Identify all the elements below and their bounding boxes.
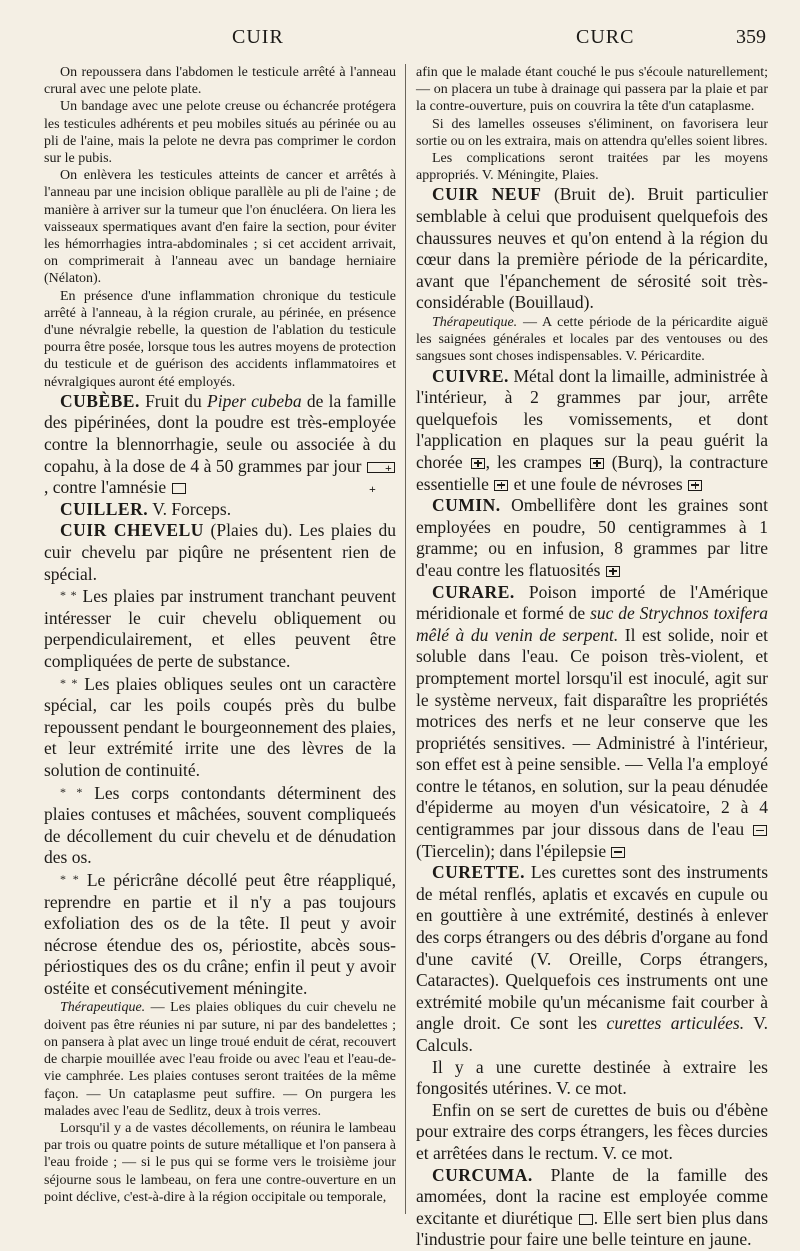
- headword: CUIR CHEVELU: [60, 520, 204, 541]
- headword: CUILLER.: [60, 498, 149, 519]
- paragraph: Enfin on se sert de curettes de buis ou d'ébène pour extraire des corps étrangers, les fèces durcies et arrêtées dans le rectum. V. ce mot.: [416, 1099, 768, 1163]
- empty-box-icon: [579, 1214, 593, 1225]
- running-head-center: CURC: [576, 26, 635, 48]
- entry-cuir-chevelu: CUIR CHEVELU (Plaies du). Les plaies du cuir chevelu par piqûre ne présentent rien de spécial.: [44, 520, 396, 584]
- plus-box-icon: [606, 566, 620, 577]
- headword: CUIVRE.: [432, 365, 509, 386]
- headword: CUMIN.: [432, 495, 501, 516]
- paragraph: On enlèvera les testicules atteints de cancer et arrêtés à l'anneau par une incision oblique parallèle au pli de l'aine ; de manière à arriver sur la tumeur que l'on énucléera. On liera les vaisseaux spermatiques avant d'en faire la section, pour éviter les hémorrhagies intra-abdominales ; si cet accident arrivait, on comprimerait à l'anneau avec un bandage herniaire (Nélaton).: [44, 168, 396, 287]
- headword: CURARE.: [432, 581, 515, 602]
- paragraph: Lorsqu'il y a de vastes décollements, on réunira le lambeau par trois ou quatre points de suture métallique et l'on pansera à l'eau froide ; — si le pus qui se forme vers le troisième jour séjourne sous le lambeau, on fera une contre-ouverture en un point déclive, c'est-à-dire à la région occipitale ou temporale,: [44, 1120, 396, 1205]
- paragraph: On repoussera dans l'abdomen le testicule arrêté à l'anneau crural avec une pelote plate.: [44, 65, 396, 98]
- minus-box-icon: [611, 847, 625, 858]
- entry-curette: CURETTE. Les curettes sont des instruments de métal renflés, aplatis et excavés en cupule ou en gouttière à une extrémité, destinés à enlever des corps étrangers ou des débris d'organe au fond d'une cavité (V. Oreille, Corps étrangers, Cataractes). Quelquefois ces instruments ont une extrémité mobile qu'un mécanisme fait courber à angle droit. Ce sont les curettes articulées. V. Calculs.: [416, 862, 768, 1055]
- paragraph: afin que le malade étant couché le pus s'écoule naturellement; — on placera un tube à drainage qui passera par la plaie et par la contre-ouverture, puis on couvrira la tête d'un cataplasme.: [416, 65, 768, 115]
- paragraph: Thérapeutique. — Les plaies obliques du cuir chevelu ne doivent pas être réunies ni par suture, ni par des bandelettes ; on pansera à plat avec un linge troué enduit de cérat, recouvert de charpie mouillée avec l'eau froide ou avec l'eau et l'eau-de-vie camphrée. Les plaies contuses seront traitées de la même façon. — Un cataplasme peut suffire. — On purgera les malades avec l'eau de Sedlitz, deux à trois verres.: [44, 1000, 397, 1119]
- therapeutique-label: Thérapeutique.: [432, 314, 518, 330]
- paragraph: Si des lamelles osseuses s'éliminent, on favorisera leur sortie ou on les extraira, mais on attendra qu'elles soient libres.: [416, 116, 768, 149]
- entry-cuir-neuf: CUIR NEUF (Bruit de). Bruit particulier semblable à celui que produisent quelquefois des chaussures neuves et qu'on entend à la région du cœur dans la première période de la péricardite, avant que l'épanchement de sérosité soit très-considérable (Bouillaud).: [416, 184, 768, 313]
- plus-box-icon: [688, 480, 702, 491]
- entry-curcuma: CURCUMA. Plante de la famille des amomées, dont la racine est employée comme excitante et diurétique . Elle sert bien plus dans l'industrie pour faire une belle teinture en jaune.: [416, 1164, 769, 1250]
- asterism-icon: * *: [60, 784, 83, 799]
- plus-box-icon: [590, 458, 604, 469]
- minus-box-icon: [753, 825, 767, 836]
- entry-cubebe: CUBÈBE. Fruit du Piper cubeba de la famille des pipérinées, dont la poudre est très-employée contre la blennorrhagie, seule ou associée à du copahu, à la dose de 4 à 50 grammes par jour + +, contre l'amnésie: [44, 391, 396, 499]
- double-plus-box-icon: [367, 462, 395, 473]
- paragraph: Thérapeutique. — A cette période de la péricardite aiguë les saignées générales et locales par des ventouses ou des sangsues sont choses indispensables. V. Péricardite.: [416, 314, 769, 365]
- asterism-icon: * *: [60, 871, 79, 886]
- headword: CURETTE.: [432, 862, 525, 883]
- plus-box-icon: [494, 480, 508, 491]
- paragraph: * * Les corps contondants déterminent des plaies contuses et mâchées, souvent compliqueés de décollement du cuir chevelu et de dénudation des os.: [44, 782, 397, 868]
- paragraph: * * Les plaies obliques seules ont un caractère spécial, car les poils coupés près du bulbe repoussent pendant le bourgeonnement des plaies, et leur extrémité irrite une des lèvres de la solution de continuité.: [44, 673, 397, 780]
- paragraph: * * Le péricrâne décollé peut être réappliqué, reprendre en partie et il n'y a pas toujours exfoliation des os de la tête. Il peut y avoir nécrose étendue des os, périostite, abcès sous-périostiques des os du crâne; enfin il peut y avoir ostéite et consécutivement méningite.: [44, 869, 397, 998]
- page-number: 359: [736, 26, 766, 48]
- therapeutique-label: Thérapeutique.: [60, 1000, 146, 1016]
- headword: CURCUMA.: [432, 1164, 533, 1185]
- entry-cumin: CUMIN. Ombellifère dont les graines sont employées en poudre, 50 centigrammes à 1 gramme; ou en infusion, 8 grammes par litre d'eau contre les flatuosités: [416, 495, 768, 580]
- entry-cuiller: CUILLER. V. Forceps.: [60, 498, 232, 519]
- right-column: [416, 64, 768, 1251]
- paragraph: * * Les plaies par instrument tranchant peuvent intéresser le cuir chevelu obliquement ou perpendiculairement, et elles peuvent être compliquées de perte de substance.: [44, 586, 397, 671]
- column-divider: [405, 64, 406, 1214]
- asterism-icon: * *: [60, 675, 78, 690]
- paragraph: En présence d'une inflammation chronique du testicule arrêté à l'anneau, à la région crurale, au périnée, en présence d'une névralgie rebelle, la question de l'ablation du testicule pourra être posée, lorsque tous les autres moyens de protection du testicule et de guérison des accidents inflammatoires et névralgiques auront été employés.: [44, 288, 396, 390]
- entry-curare: CURARE. Poison importé de l'Amérique méridionale et formé de suc de Strychnos toxifera mêlé à du venin de serpent. Il est solide, noir et soluble dans l'eau. Ce poison très-violent, et promptement mortel lorsqu'il est inoculé, agit sur le système nerveux, fait disparaître les propriétés motrices des nerfs et ne leur conserve que les propriétés sensitives. — Administré à l'intérieur, son effet est à peine sensible. — Vella l'a employé contre le tétanos, en solution, sur la peau dénudée d'épiderme au moyen d'un vésicatoire, 2 à 4 centigrammes par jour dissous dans de l'eau (Tiercelin); dans l'épilepsie: [416, 581, 769, 861]
- headword: CUIR NEUF: [432, 184, 542, 205]
- paragraph: Un bandage avec une pelote creuse ou échancrée protégera les testicules adhérents et peu mobiles situés au périnée ou au pli de l'aine, mais la pelote ne devra pas comprimer le cordon sur le pubis.: [44, 99, 396, 167]
- plus-box-icon: [471, 458, 485, 469]
- empty-box-icon: [172, 483, 186, 494]
- page-header: [44, 14, 768, 48]
- asterism-icon: * *: [60, 588, 77, 603]
- entry-cuivre: CUIVRE. Métal dont la limaille, administrée à l'intérieur, à 2 grammes par jour, arrête quelquefois les vomissements, et dont l'application en plaques sur la peau guérit la chorée , les crampes (Burq), la contracture essentielle et une foule de névroses: [416, 365, 769, 494]
- paragraph: Il y a une curette destinée à extraire les fongosités utérines. V. ce mot.: [416, 1056, 768, 1099]
- running-head-left: CUIR: [232, 26, 284, 48]
- paragraph: Les complications seront traitées par les moyens appropriés. V. Méningite, Plaies.: [416, 151, 768, 184]
- left-column: [44, 64, 396, 1206]
- headword: CUBÈBE.: [60, 390, 140, 411]
